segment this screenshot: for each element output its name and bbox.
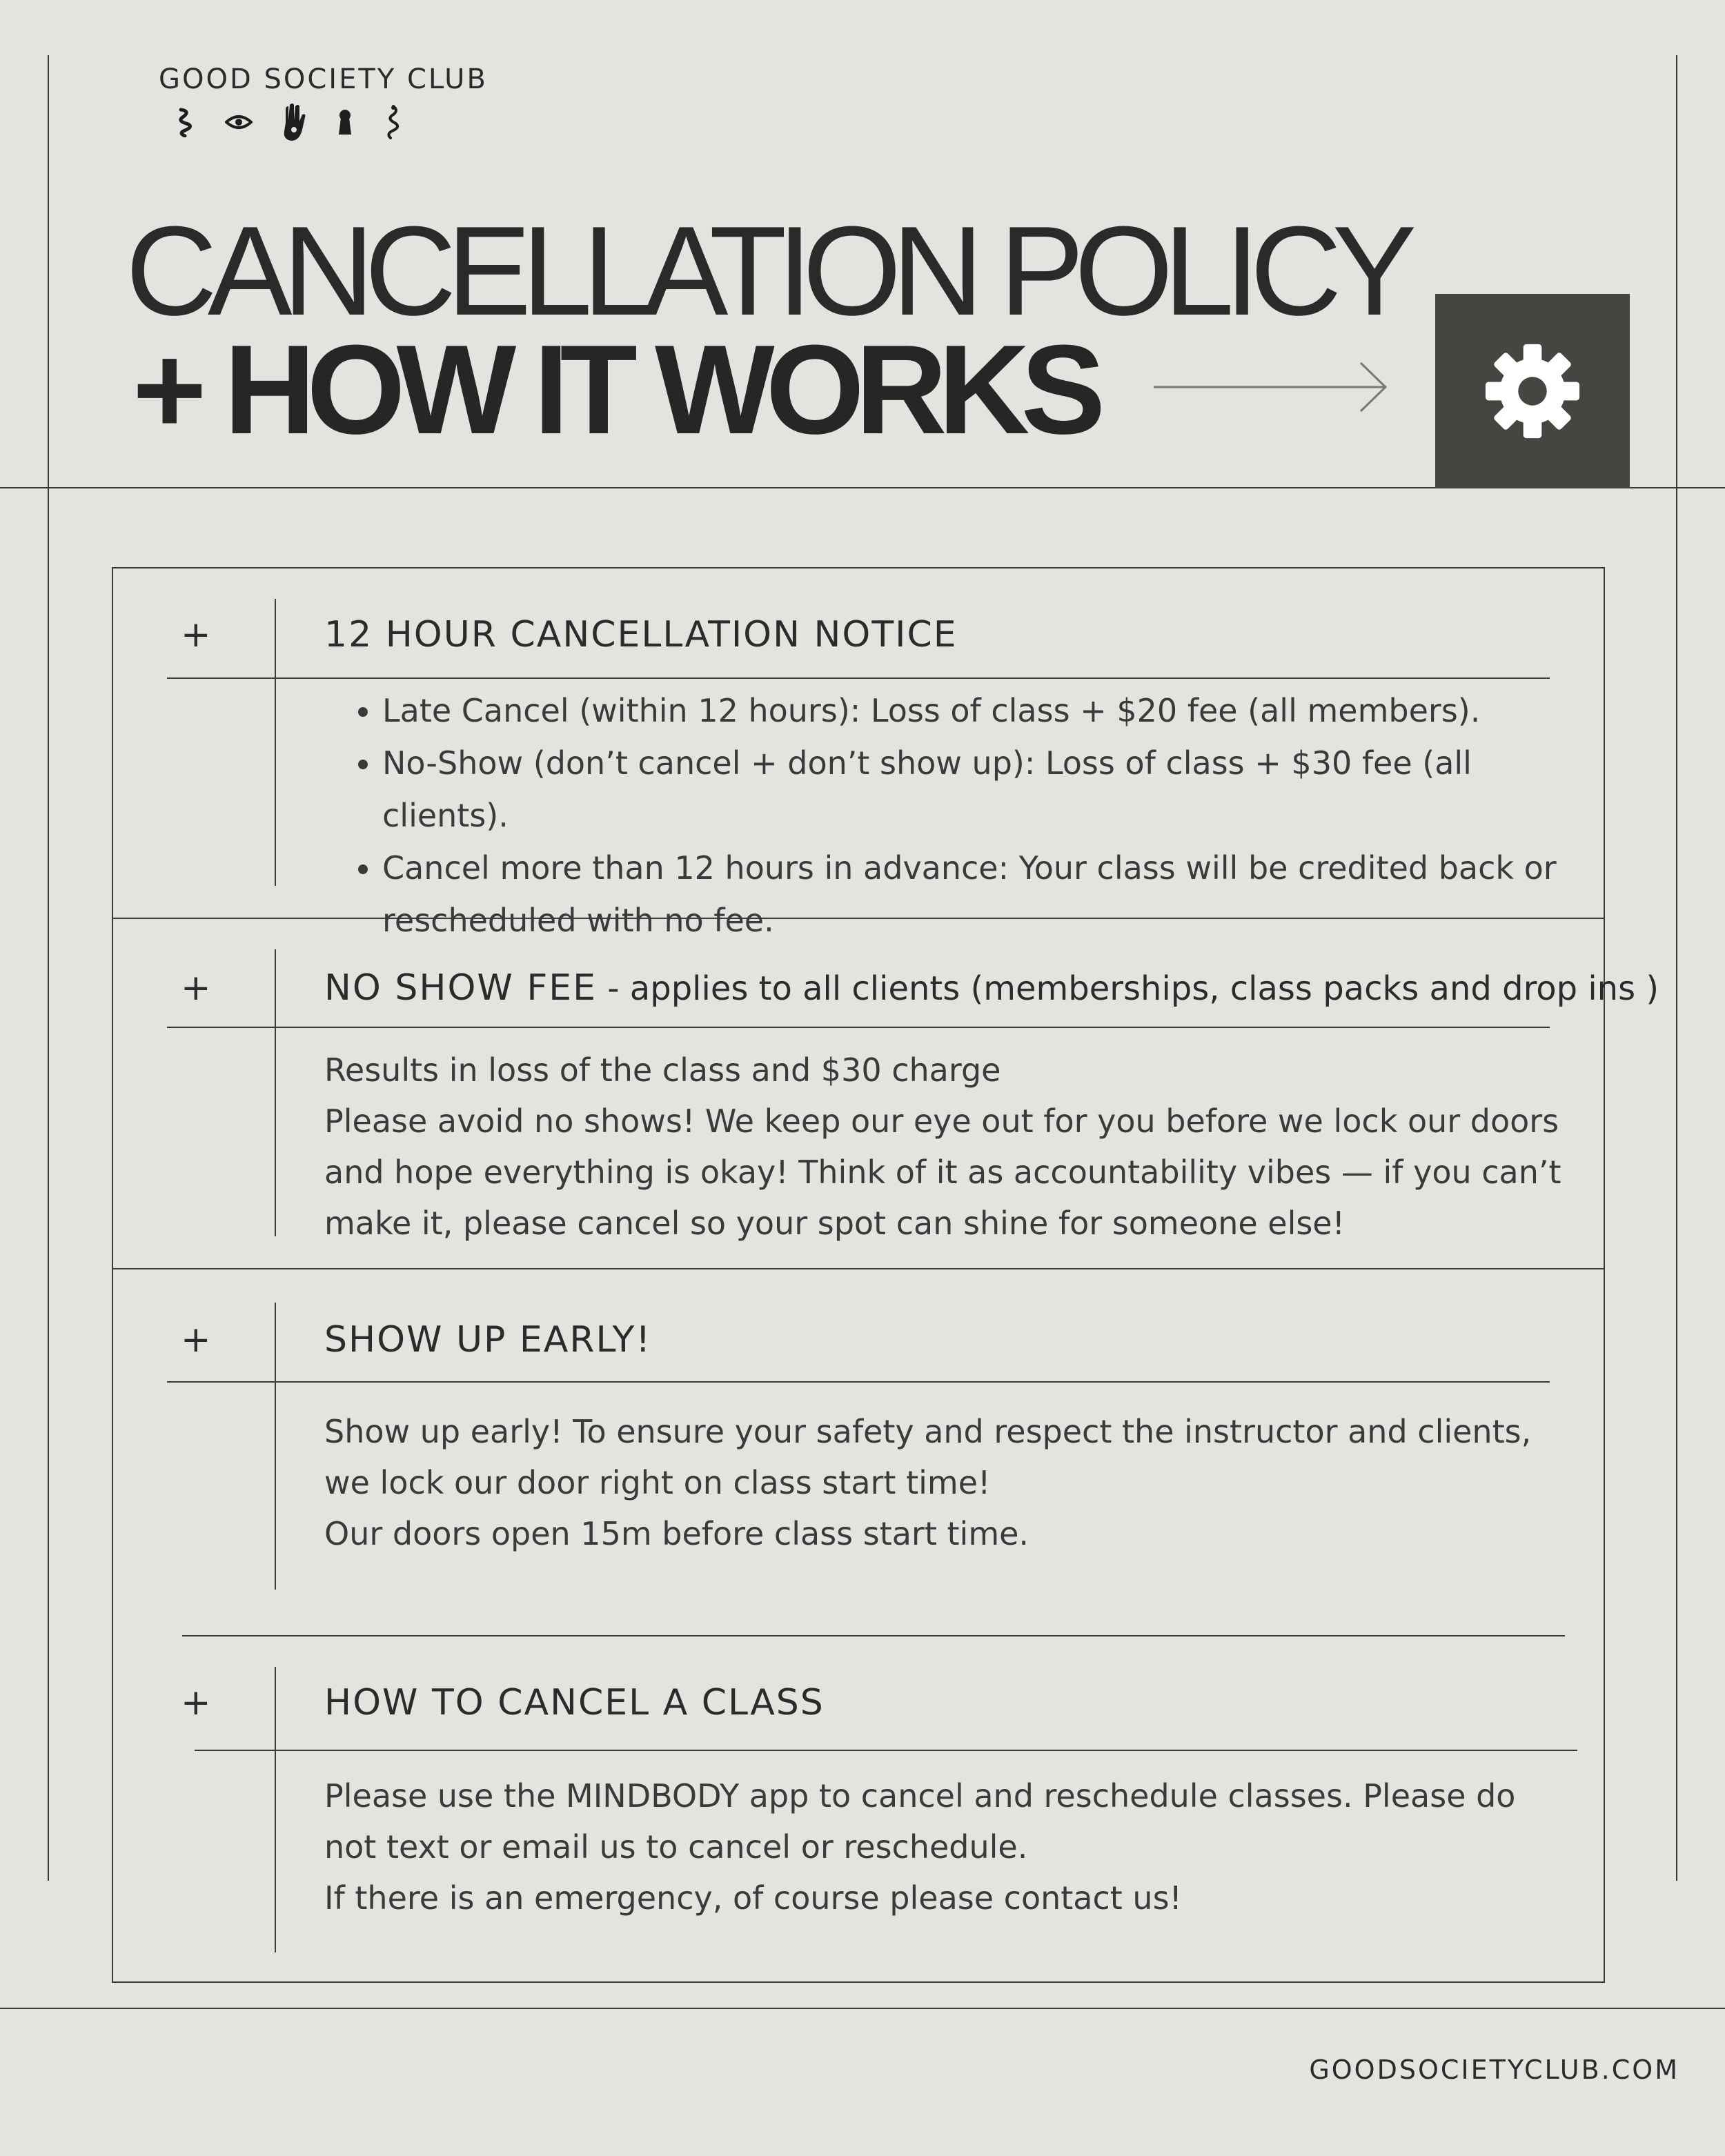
section-rule-horizontal: [167, 678, 1550, 679]
list-item: • No-Show (don’t cancel + don’t show up): Loss of class + $30 fee (all clients).: [382, 737, 1566, 842]
section-heading-subtitle: - applies to all clients (memberships, class packs and drop ins ): [596, 969, 1659, 1008]
section-heading: HOW TO CANCEL A CLASS: [324, 1682, 825, 1723]
arrow-right-icon: [1154, 360, 1391, 414]
section-body: [324, 1045, 1566, 1249]
snake-icon: [174, 107, 197, 137]
paragraph: Show up early! To ensure your safety and respect the instructor and clients, we lock our door right on class start time!: [324, 1413, 1532, 1501]
gear-icon: [1481, 340, 1584, 442]
section-body: [324, 684, 1566, 947]
section-rule-horizontal: [167, 1027, 1550, 1028]
frame-line-right: [1676, 55, 1677, 1881]
list-item: • Cancel more than 12 hours in advance: Your class will be credited back or rescheduled with no fee.: [382, 842, 1566, 947]
frame-line-left: [48, 55, 49, 1881]
section-rule-vertical: [275, 949, 276, 1236]
eye-icon: [225, 112, 253, 132]
section-divider: [182, 1635, 1565, 1636]
keyhole-icon: [337, 108, 353, 136]
section-body: [324, 1770, 1566, 1923]
serpent-icon: [381, 105, 404, 139]
paragraph: If there is an emergency, of course please contact us!: [324, 1879, 1182, 1917]
footer-website-link[interactable]: GOODSOCIETYCLUB.COM: [1309, 2055, 1679, 2085]
section-heading: [324, 967, 1659, 1009]
expand-marker[interactable]: +: [181, 614, 211, 655]
paragraph: Results in loss of the class and $30 charge: [324, 1051, 1001, 1089]
brand-icons: [174, 102, 404, 142]
page-title-line1: CANCELLATION POLICY: [126, 199, 1408, 342]
paragraph: Our doors open 15m before class start time.: [324, 1515, 1029, 1552]
section-heading: 12 HOUR CANCELLATION NOTICE: [324, 614, 958, 655]
section-divider: [112, 1268, 1605, 1269]
paragraph: Please use the MINDBODY app to cancel and reschedule classes. Please do not text or email us to cancel or reschedule.: [324, 1777, 1516, 1866]
list-item: • Late Cancel (within 12 hours): Loss of class + $20 fee (all members).: [382, 684, 1566, 737]
footer-divider: [0, 2008, 1725, 2009]
expand-marker[interactable]: +: [181, 1319, 211, 1361]
section-rule-horizontal: [167, 1381, 1550, 1383]
expand-marker[interactable]: +: [181, 967, 211, 1009]
page-title-line2: + HOW IT WORKS: [132, 318, 1097, 460]
section-heading: SHOW UP EARLY!: [324, 1319, 652, 1361]
section-body: [324, 1406, 1566, 1559]
section-rule-vertical: [275, 1667, 276, 1952]
section-rule-horizontal: [195, 1750, 1577, 1751]
settings-badge: [1435, 294, 1630, 488]
section-rule-vertical: [275, 1303, 276, 1590]
brand-name: GOOD SOCIETY CLUB: [159, 63, 488, 95]
expand-marker[interactable]: +: [181, 1682, 211, 1723]
paragraph: Please avoid no shows! We keep our eye out for you before we lock our doors and hope everything is okay! Think of it as accountability vibes — if you can’t make it, please cancel so your spot can shine for someone else!: [324, 1102, 1561, 1242]
section-rule-vertical: [275, 599, 276, 886]
section-heading-title: NO SHOW FEE: [324, 967, 597, 1009]
hamsa-hand-icon: [280, 102, 309, 142]
